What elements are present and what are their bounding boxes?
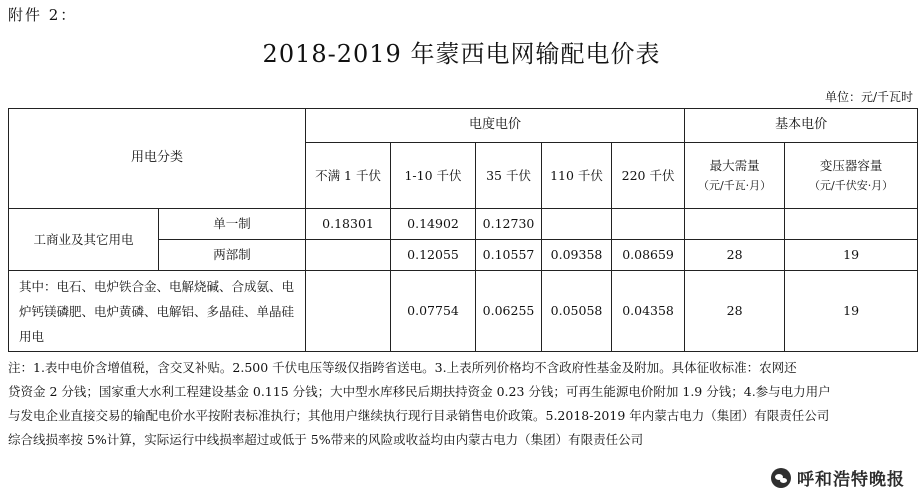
col-header-voltage: 220 千伏 — [612, 143, 685, 209]
transformer-capacity-unit: （元/千伏安·月） — [808, 179, 894, 193]
note-line: 综合线损率按 5%计算，实际运行中线损率超过或低于 5%带来的风险或收益均由内蒙古电力（集团）有限责任公司 — [8, 432, 644, 447]
table-cell: 0.12055 — [391, 240, 476, 271]
unit-label: 单位：元/千瓦时 — [824, 90, 913, 104]
watermark-text: 呼和浩特晚报 — [797, 470, 905, 490]
table-cell: 19 — [785, 240, 918, 271]
table-cell: 0.07754 — [391, 271, 476, 352]
header-category: 用电分类 — [9, 109, 306, 209]
header-energy-price: 电度电价 — [306, 109, 685, 143]
table-cell: 0.06255 — [476, 271, 542, 352]
notes — [8, 356, 913, 452]
table-cell: 0.14902 — [391, 209, 476, 240]
page-title: 2018-2019 年蒙西电网输配电价表 — [262, 40, 661, 68]
table-cell — [785, 209, 918, 240]
price-table — [8, 108, 918, 352]
table-cell — [306, 271, 391, 352]
table-cell: 0.18301 — [306, 209, 391, 240]
col-header-max-demand — [685, 143, 785, 209]
wechat-icon — [771, 468, 791, 488]
table-cell: 0.09358 — [542, 240, 612, 271]
note-line: 贷资金 2 分钱；国家重大水利工程建设基金 0.115 分钱；大中型水库移民后期扶持资金 0.23 分钱；可再生能源电价附加 1.9 分钱；4.参与电力用户 — [8, 384, 831, 399]
table-cell — [542, 209, 612, 240]
attachment-label: 附件 2： — [8, 6, 78, 24]
table-cell — [685, 209, 785, 240]
table-cell: 0.04358 — [612, 271, 685, 352]
table-cell: 28 — [685, 271, 785, 352]
col-header-voltage: 1-10 千伏 — [391, 143, 476, 209]
table-cell: 0.05058 — [542, 271, 612, 352]
table-cell — [612, 209, 685, 240]
group-label: 工商业及其它用电 — [9, 209, 159, 271]
watermark — [767, 465, 909, 490]
col-header-voltage: 35 千伏 — [476, 143, 542, 209]
note-line: 注：1.表中电价含增值税，含交叉补贴。2.500 千伏电压等级仅指跨省送电。3.上表所列价格均不含政府性基金及附加。具体征收标准：农网还 — [8, 360, 797, 375]
table-cell: 28 — [685, 240, 785, 271]
max-demand-label: 最大需量 — [709, 157, 760, 173]
max-demand-unit: （元/千瓦·月） — [697, 179, 772, 193]
header-basic-price: 基本电价 — [685, 109, 918, 143]
special-category-label: 其中：电石、电炉铁合金、电解烧碱、合成氨、电炉钙镁磷肥、电炉黄磷、电解铝、多晶硅、单晶硅用电 — [9, 271, 306, 352]
table-cell: 0.08659 — [612, 240, 685, 271]
note-line: 与发电企业直接交易的输配电价水平按附表标准执行；其他用户继续执行现行目录销售电价政策。5.2018-2019 年内蒙古电力（集团）有限责任公司 — [8, 408, 830, 423]
table-cell: 0.10557 — [476, 240, 542, 271]
table-cell — [306, 240, 391, 271]
col-header-voltage: 110 千伏 — [542, 143, 612, 209]
col-header-voltage: 不满 1 千伏 — [306, 143, 391, 209]
col-header-transformer-capacity — [785, 143, 918, 209]
row-sub-label: 单一制 — [159, 209, 306, 240]
table-cell: 19 — [785, 271, 918, 352]
transformer-capacity-label: 变压器容量 — [819, 157, 883, 173]
row-sub-label: 两部制 — [159, 240, 306, 271]
table-cell: 0.12730 — [476, 209, 542, 240]
